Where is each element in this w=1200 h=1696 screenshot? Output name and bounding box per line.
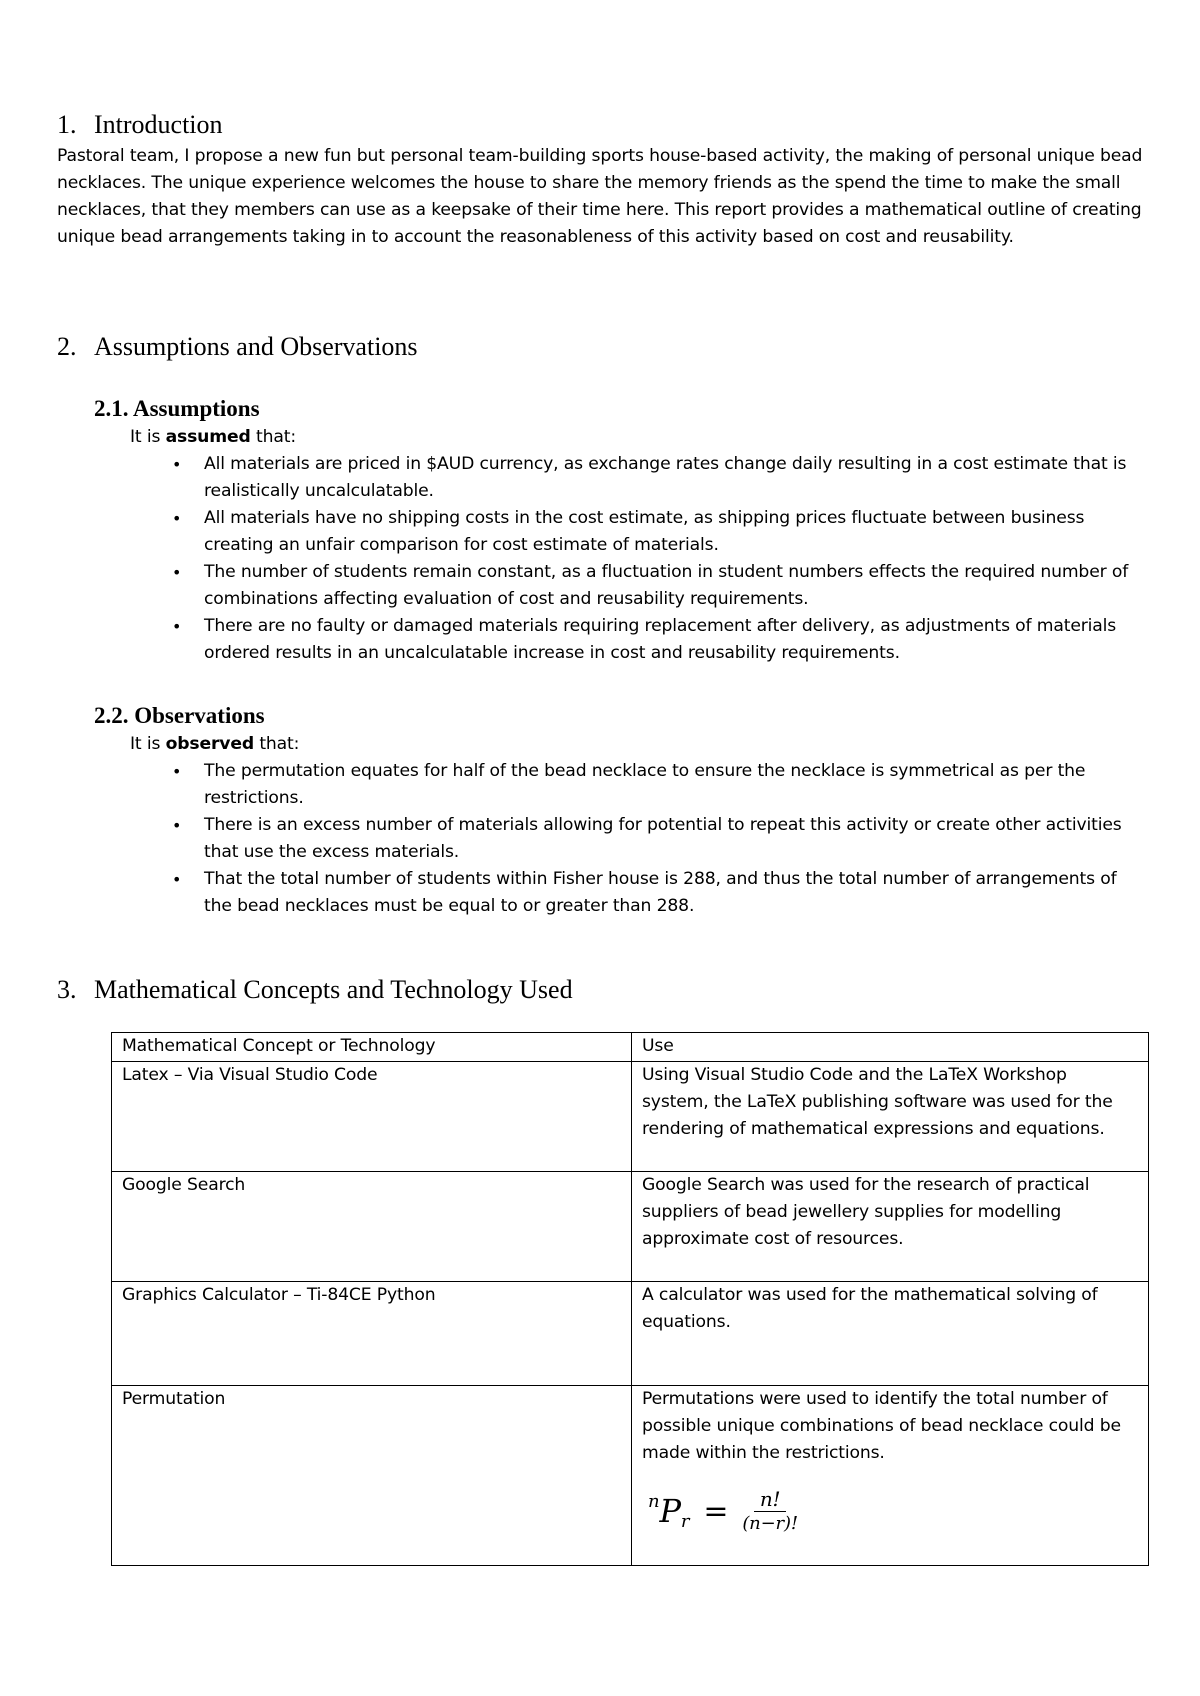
section-title: Assumptions and Observations (94, 332, 418, 361)
observations-lead: It is observed that: (130, 734, 300, 754)
observations-list (172, 758, 1147, 920)
bullet-icon: • (172, 762, 182, 781)
bullet-icon: • (172, 870, 182, 889)
formula-equals: = (703, 1494, 729, 1529)
table-cell-use: Using Visual Studio Code and the LaTeX Workshop system, the LaTeX publishing software was used for the rendering of mathematical expressions and equations. (632, 1062, 1149, 1172)
bullet-icon: • (172, 617, 182, 636)
assumptions-list (172, 451, 1147, 667)
subsection-title: Assumptions (132, 396, 260, 421)
section-number: 1. (57, 110, 77, 139)
assumptions-heading (94, 395, 260, 423)
table-cell-concept: Graphics Calculator – Ti-84CE Python (112, 1282, 632, 1386)
permutation-formula (648, 1487, 1138, 1536)
list-item: • There is an excess number of materials allowing for potential to repeat this activity or create other activities that use the excess materials. (172, 812, 1147, 866)
bullet-icon: • (172, 509, 182, 528)
concepts-table (111, 1032, 1149, 1566)
bullet-icon: • (172, 563, 182, 582)
subsection-title: Observations (134, 703, 265, 728)
section-title: Introduction (94, 110, 223, 139)
table-row (112, 1282, 1149, 1386)
list-item: • All materials have no shipping costs in the cost estimate, as shipping prices fluctuate between business creating an unfair comparison for cost estimate of materials. (172, 505, 1147, 559)
bullet-icon: • (172, 455, 182, 474)
formula-denominator: (n−r)! (742, 1513, 798, 1534)
list-item: • The number of students remain constant, as a fluctuation in student numbers effects the required number of combinations affecting evaluation of cost and reusability requirements. (172, 559, 1147, 613)
table-row (112, 1172, 1149, 1282)
formula-n-prefix: n (648, 1491, 660, 1512)
intro-paragraph: Pastoral team, I propose a new fun but personal team-building sports house-based activity, the making of personal unique bead necklaces. The unique experience welcomes the house to share the memory friends as the spend the time to make the small necklaces, that they members can use as a keepsake of their time here. This report provides a mathematical outline of creating unique bead arrangements taking in to account the reasonableness of this activity based on cost and reusability. (57, 146, 1143, 247)
table-row (112, 1386, 1149, 1566)
subsection-number: 2.1. (94, 396, 129, 421)
table-cell-use (632, 1386, 1149, 1566)
table-cell-concept: Latex – Via Visual Studio Code (112, 1062, 632, 1172)
subsection-number: 2.2. (94, 703, 129, 728)
formula-symbol: P (659, 1492, 681, 1530)
table-header-cell: Use (632, 1033, 1149, 1062)
section-number: 2. (57, 332, 77, 361)
table-row (112, 1062, 1149, 1172)
list-item: • All materials are priced in $AUD currency, as exchange rates change daily resulting in a cost estimate that is realistically uncalculatable. (172, 451, 1147, 505)
list-item: • The permutation equates for half of the bead necklace to ensure the necklace is symmetrical as per the restrictions. (172, 758, 1147, 812)
section-title: Mathematical Concepts and Technology Used (94, 975, 573, 1004)
table-cell-concept: Permutation (112, 1386, 632, 1566)
table-cell-use: A calculator was used for the mathematical solving of equations. (632, 1282, 1149, 1386)
table-header-cell: Mathematical Concept or Technology (112, 1033, 632, 1062)
section-3-heading (57, 975, 573, 1005)
bullet-icon: • (172, 816, 182, 835)
observations-heading (94, 702, 265, 730)
section-1-heading (57, 110, 223, 140)
assumptions-lead: It is assumed that: (130, 427, 296, 447)
permutation-description: Permutations were used to identify the total number of possible unique combinations of bead necklace could be made within the restrictions. (642, 1389, 1121, 1463)
section-2-heading (57, 332, 418, 362)
list-item: • That the total number of students within Fisher house is 288, and thus the total number of arrangements of the bead necklaces must be equal to or greater than 288. (172, 866, 1147, 920)
table-cell-use: Google Search was used for the research of practical suppliers of bead jewellery supplies for modelling approximate cost of resources. (632, 1172, 1149, 1282)
section-number: 3. (57, 975, 77, 1004)
formula-fraction (742, 1487, 798, 1536)
formula-r-subscript: r (680, 1511, 690, 1532)
table-header-row (112, 1033, 1149, 1062)
list-item: • There are no faulty or damaged materials requiring replacement after delivery, as adjustments of materials ordered results in an uncalculatable increase in cost and reusability requirements. (172, 613, 1147, 667)
formula-numerator: n! (754, 1487, 787, 1512)
table-cell-concept: Google Search (112, 1172, 632, 1282)
